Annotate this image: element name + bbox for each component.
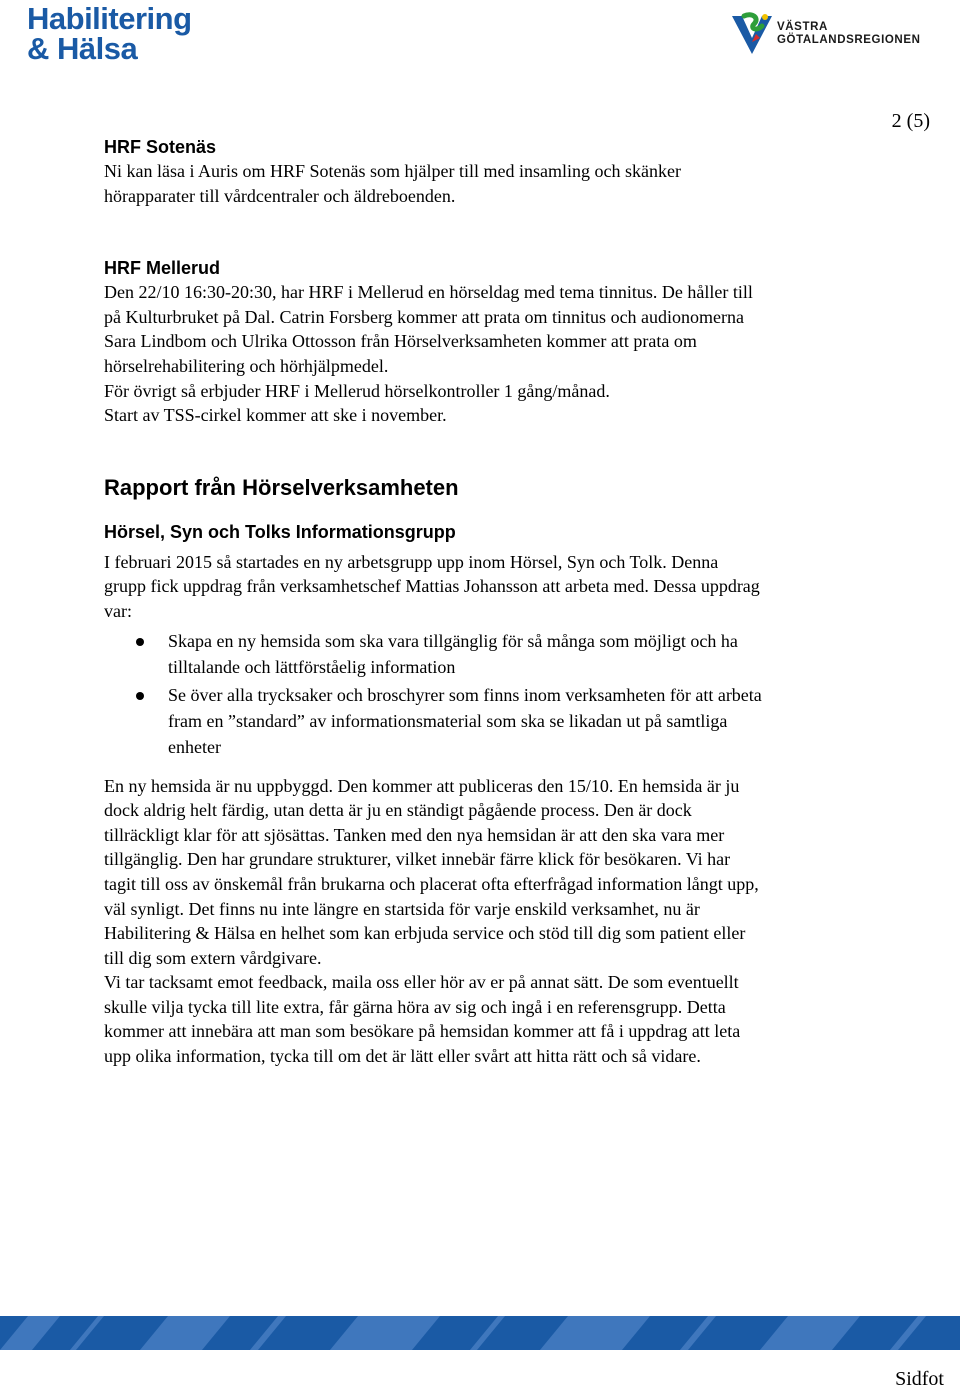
section-heading: HRF Mellerud: [104, 258, 221, 279]
list-item: [104, 682, 904, 760]
paragraph: [104, 774, 904, 1069]
text-line: till dig som extern vårdgivare.: [104, 947, 322, 968]
text-line: Se över alla trycksaker och broschyrer som finns inom verksamheten för att arbeta: [168, 684, 762, 705]
text-line: tagit till oss av önskemål från brukarna och placerat ofta efterfrågad information långt upp,: [104, 873, 759, 894]
text-line: Vi tar tacksamt emot feedback, maila oss eller hör av er på annat sätt. De som eventuellt: [104, 972, 739, 993]
habilitering-halsa-logo: [27, 1, 192, 66]
text-line: dock aldrig helt färdig, utan detta är ju en ständigt pågående process. Den är dock: [104, 800, 692, 821]
text-line: grupp fick uppdrag från verksamhetschef Mattias Johansson att arbeta med. Dessa uppdrag: [104, 576, 760, 597]
section-hrf-mellerud: [104, 256, 904, 428]
section-hrf-sotenas: [104, 135, 904, 208]
vgr-line-1: VÄSTRA: [777, 21, 828, 33]
text-line: var:: [104, 600, 132, 621]
text-line: hörselrehabilitering och hörhjälpmedel.: [104, 355, 389, 376]
paragraph: [104, 550, 904, 624]
text-line: tillräckligt klar för att sjösättas. Tanken med den nya hemsidan är att den ska vara mer: [104, 824, 725, 845]
page-number: 2 (5): [891, 110, 930, 132]
text-line: enheter: [168, 736, 221, 757]
document-body: [104, 135, 904, 1069]
text-line: Habilitering & Hälsa en helhet som kan erbjuda service och stöd till dig som patient eller: [104, 923, 746, 944]
text-line: Sara Lindbom och Ulrika Ottosson från Hörselverksamheten kommer att prata om: [104, 331, 697, 352]
text-line: kommer att innebära att man som besökare på hemsidan kommer att få i uppdrag att leta: [104, 1021, 741, 1042]
text-line: Ni kan läsa i Auris om HRF Sotenäs som hjälper till med insamling och skänker: [104, 161, 681, 181]
section-heading-large: Rapport från Hörselverksamheten: [104, 474, 459, 500]
text-line: hörapparater till vårdcentraler och äldreboenden.: [104, 185, 456, 206]
paragraph: [104, 159, 904, 208]
text-line: Den 22/10 16:30-20:30, har HRF i Mellerud en hörseldag med tema tinnitus. De håller till: [104, 282, 753, 303]
text-line: För övrigt så erbjuder HRF i Mellerud hörselkontroller 1 gång/månad.: [104, 380, 610, 401]
text-line: väl synligt. Det finns nu inte längre en startsida för varje enskild verksamhet, nu är: [104, 898, 700, 919]
vgr-line-2: GÖTALANDSREGIONEN: [777, 34, 921, 46]
section-heading: HRF Sotenäs: [104, 137, 217, 157]
footer-decorative-band: [0, 1316, 960, 1350]
section-rapport: [104, 474, 904, 1069]
list-item: [104, 628, 904, 680]
vgr-emblem-icon: [730, 10, 776, 56]
bullet-icon: [136, 692, 144, 700]
text-line: på Kulturbruket på Dal. Catrin Forsberg kommer att prata om tinnitus och audionomerna: [104, 306, 745, 327]
text-line: En ny hemsida är nu uppbyggd. Den kommer att publiceras den 15/10. En hemsida är ju: [104, 775, 740, 796]
vastra-gotalandsregionen-logo: [730, 10, 940, 60]
text-line: Skapa en ny hemsida som ska vara tillgänglig för så många som möjligt och ha: [168, 630, 738, 651]
footer-label: Sidfot: [895, 1368, 944, 1390]
section-subheading: Hörsel, Syn och Tolks Informationsgrupp: [104, 521, 456, 542]
text-line: Start av TSS-cirkel kommer att ske i november.: [104, 405, 447, 426]
text-line: tillgänglig. Den har grundare strukturer, vilket innebär färre klick för besökaren. Vi har: [104, 849, 731, 870]
text-line: skulle vilja tycka till lite extra, får gärna höra av sig och ingå i en referensgrupp. Detta: [104, 996, 726, 1017]
text-line: fram en ”standard” av informationsmaterial som ska se likadan ut på samtliga: [168, 710, 728, 731]
logo-line-1: Habilitering: [27, 1, 192, 36]
text-line: tilltalande och lättförståelig information: [168, 656, 456, 677]
vgr-wordmark: [777, 21, 921, 47]
paragraph: [104, 280, 904, 428]
logo-line-2: & Hälsa: [27, 31, 138, 66]
text-line: upp olika information, tycka till om det är lätt eller svårt att hitta rätt och så vidare.: [104, 1046, 701, 1067]
bullet-list: [104, 628, 904, 760]
text-line: I februari 2015 så startades en ny arbetsgrupp upp inom Hörsel, Syn och Tolk. Denna: [104, 551, 719, 572]
bullet-icon: [136, 638, 144, 646]
